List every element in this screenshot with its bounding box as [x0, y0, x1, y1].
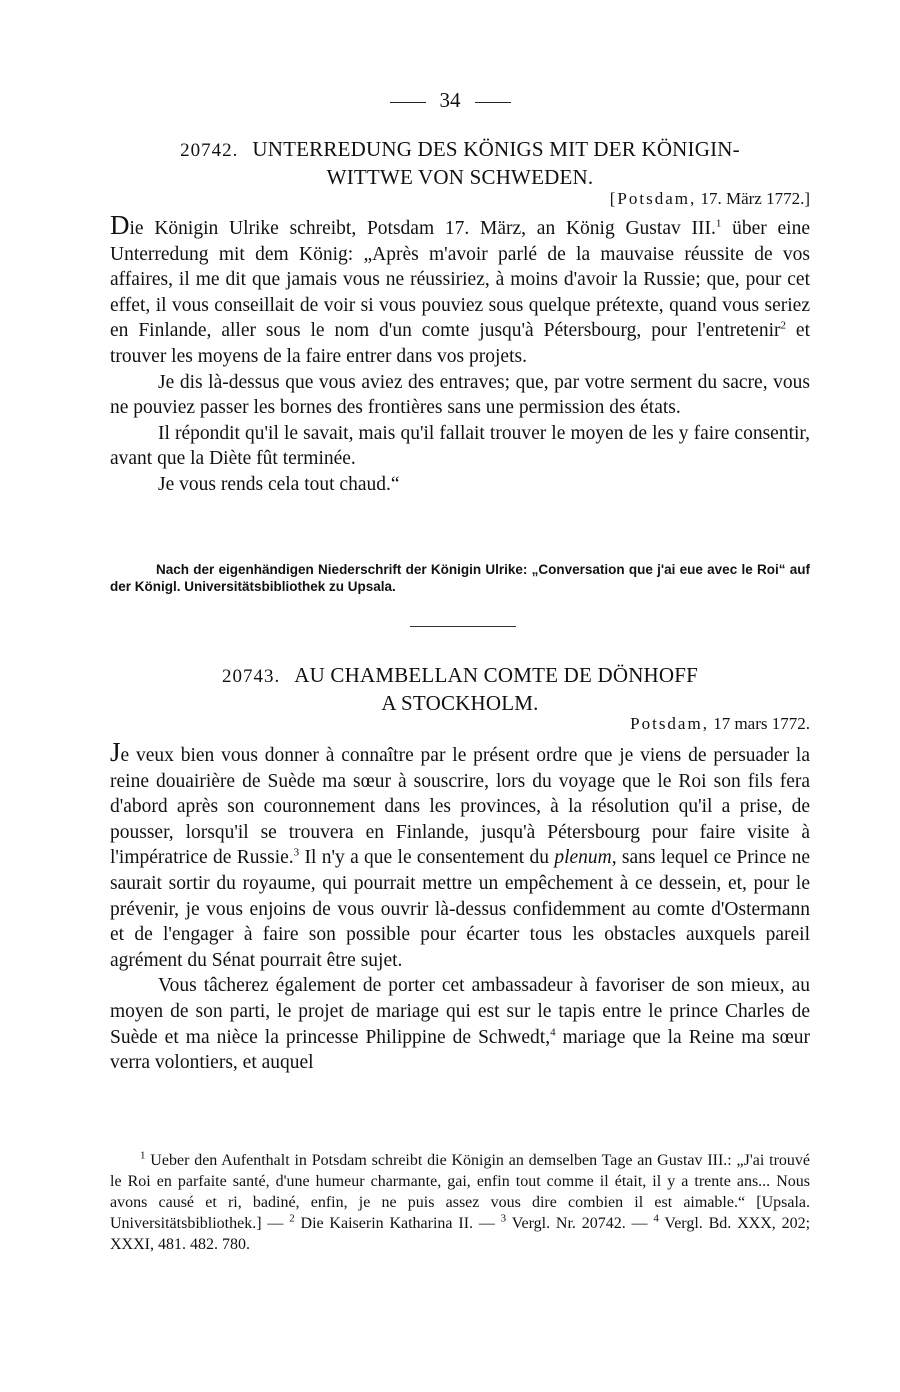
paragraph: Die Königin Ulrike schreibt, Potsdam 17. März, an König Gustav III.$^1$ über eine Unterredung mit dem König: „Après m'avoir parlé de la mauvaise réussite de vos affaires, il me dit que jamais vous ne réussiriez, à moins d'avoir la Russie; que, pour cet effet, il vous conseillait de voir si vous pouviez sous quelque prétexte, quand vous seriez en Finlande, aller sous le nom d'un comte jusqu'à Pétersbourg, pour l'entretenir$^2$ et trouver les moyens de la faire entrer dans vos projets.	[110, 210, 811, 367]
paragraph: Vous tâcherez également de porter cet ambassadeur à favoriser de son mieux, au moyen de son parti, le projet de mariage qui est sur le tapis entre le prince Charles de Suède et ma nièce la princesse Philippine de Schwedt,$^4$ mariage que la Reine ma sœur verra volontiers, et auquel	[110, 975, 810, 1074]
entry-heading-20743	[110, 662, 810, 717]
entry-heading-20742	[110, 136, 810, 191]
entry-title-line2: WITTWE VON SCHWEDEN.	[326, 165, 594, 189]
dateline-place: Potsdam,	[630, 714, 709, 733]
footnote-ref: 3	[293, 846, 300, 859]
page-number: 34	[0, 88, 900, 113]
entry-title-line1: UNTERREDUNG DES KÖNIGS MIT DER KÖNIGIN-	[252, 137, 740, 161]
entry-title-line1: AU CHAMBELLAN COMTE DE DÖNHOFF	[294, 663, 699, 687]
footnote-mark: 4	[653, 1212, 659, 1225]
entry-dateline-20742	[610, 189, 810, 209]
entry-body-20742	[110, 210, 811, 498]
source-note-20742: Nach der eigenhändigen Niederschrift der Königin Ulrike: „Conversation que j'ai eue avec le Roi“ auf der Königl. Universitätsbibliothek zu Upsala.	[110, 562, 810, 594]
footnote-ref: 4	[550, 1026, 556, 1039]
folio-dash-right	[475, 102, 511, 103]
initial-letter: D	[110, 210, 130, 240]
paragraph: Je vous rends cela tout chaud.“	[158, 473, 400, 495]
footnote-mark: 1	[140, 1149, 146, 1162]
italic-term: plenum	[554, 847, 612, 869]
paragraph: Il répondit qu'il le savait, mais qu'il fallait trouver le moyen de les y faire consentir, avant que la Diète fût terminée.	[110, 422, 810, 470]
entry-title-line2: A STOCKHOLM.	[381, 691, 539, 715]
entry-dateline-20743	[630, 714, 810, 734]
dateline-date: 17. März 1772.]	[700, 189, 810, 208]
footnotes	[110, 1150, 810, 1255]
dateline-date: 17 mars 1772.	[713, 714, 810, 733]
paragraph: Je dis là-dessus que vous aviez des entraves; que, par votre serment du sacre, vous ne pouviez passer les bornes des frontières sans une permission des états.	[110, 371, 810, 419]
entry-body-20743	[110, 737, 810, 1076]
footnote-ref: 2	[780, 319, 787, 332]
footnote-mark: 3	[500, 1212, 507, 1225]
entry-number: 20742.	[180, 140, 239, 161]
folio-dash-left	[390, 102, 426, 103]
section-divider	[410, 626, 516, 627]
dateline-place: [Potsdam,	[609, 189, 697, 208]
footnote-mark: 2	[289, 1212, 295, 1225]
entry-number: 20743.	[221, 666, 281, 687]
footnote-ref: 1	[715, 217, 722, 230]
footnote-block: $^1$ Ueber den Aufenthalt in Potsdam schreibt die Königin an demselben Tage an Gustav III.: „J'ai trouvé le Roi en parfaite santé, d'une humeur charmante, gai, enfin tout comme il était, il y a trente ans... Nous avons causé et ri, badiné, enfin, je ne puis assez vous dire combien il est aimable.“ [Upsala. Universitätsbibliothek.] — $^2$ Die Kaiserin Katharina II. — $^3$ Vergl. Nr. 20742. — $^4$ Vergl. Bd. XXX, 202; XXXI, 481. 482. 780.	[110, 1149, 811, 1253]
initial-letter: J	[110, 737, 121, 767]
paragraph: Je veux bien vous donner à connaître par le présent ordre que je viens de persuader la reine douairière de Suède ma sœur à souscrire, lors du voyage que le Roi son fils fera d'abord après son couronnement dans les provinces, à la résolution qu'il a prise, de pousser, lorsqu'il se trouvera en Finlande, jusqu'à Pétersbourg pour faire visite à l'impératrice de Russie.$^3$ Il n'y a que le consentement du plenum, sans lequel ce Prince ne saurait sortir du royaume, qui pourrait mettre un empêchement à ce dessein, et, pour le prévenir, je vous enjoins de vous ouvrir là-dessus confidemment au comte d'Ostermann et de l'engager à faire son possible pour écarter tous les obstacles auxquels pareil agrément du Sénat pourrait être sujet.	[110, 737, 810, 971]
